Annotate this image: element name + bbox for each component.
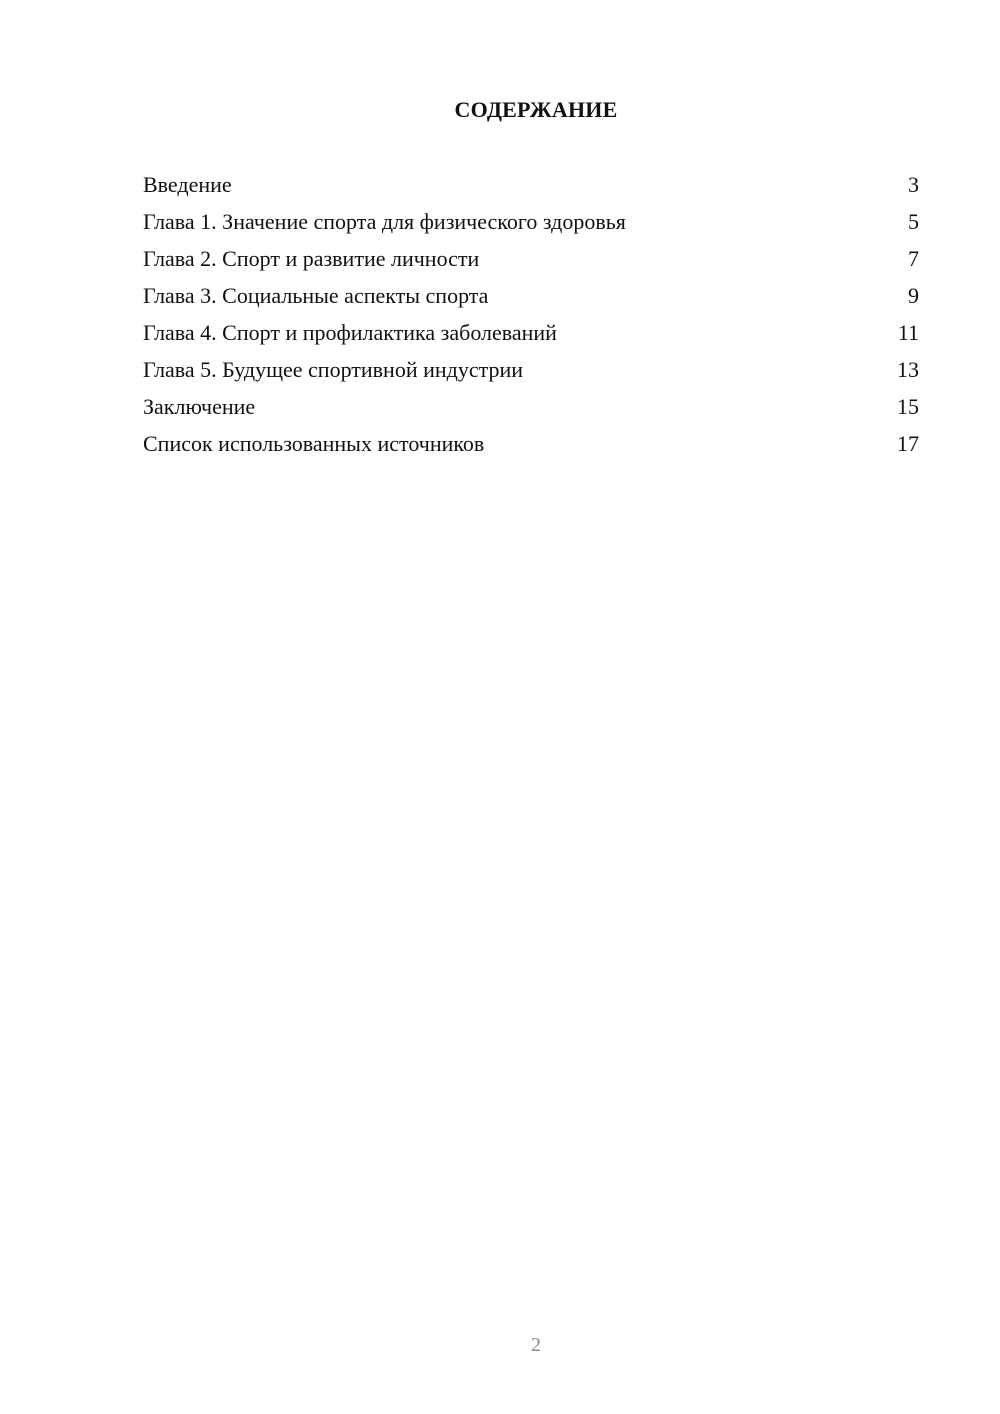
toc-entry — [143, 169, 919, 206]
toc-entry — [143, 206, 919, 243]
toc-entry — [143, 280, 919, 317]
toc-entry-page: 5 — [908, 209, 919, 234]
toc-entry-page: 9 — [908, 283, 919, 308]
toc-entry-page: 17 — [897, 431, 919, 456]
toc-entry-label: Список использованных источников — [143, 431, 485, 456]
toc-entry — [143, 354, 919, 391]
toc-entry-label: Глава 2. Спорт и развитие личности — [143, 246, 480, 271]
toc-entry-page: 7 — [908, 246, 919, 271]
toc-entry-page: 11 — [897, 320, 919, 345]
toc-entry-page: 3 — [908, 172, 919, 197]
toc-entry-page: 13 — [897, 357, 919, 382]
toc-entry-page: 15 — [897, 394, 919, 419]
page-number: 2 — [531, 1334, 541, 1356]
table-of-contents — [143, 169, 919, 465]
toc-entry — [143, 317, 919, 354]
toc-entry-label: Введение — [143, 172, 232, 197]
toc-entry-label: Глава 3. Социальные аспекты спорта — [143, 283, 489, 308]
toc-entry — [143, 428, 919, 465]
toc-entry — [143, 243, 919, 280]
toc-entry — [143, 391, 919, 428]
page-title: СОДЕРЖАНИЕ — [454, 97, 618, 122]
toc-entry-label: Заключение — [143, 394, 256, 419]
toc-entry-label: Глава 1. Значение спорта для физического здоровья — [143, 209, 626, 234]
toc-entry-label: Глава 4. Спорт и профилактика заболеваний — [143, 320, 557, 345]
toc-entry-label: Глава 5. Будущее спортивной индустрии — [143, 357, 524, 382]
